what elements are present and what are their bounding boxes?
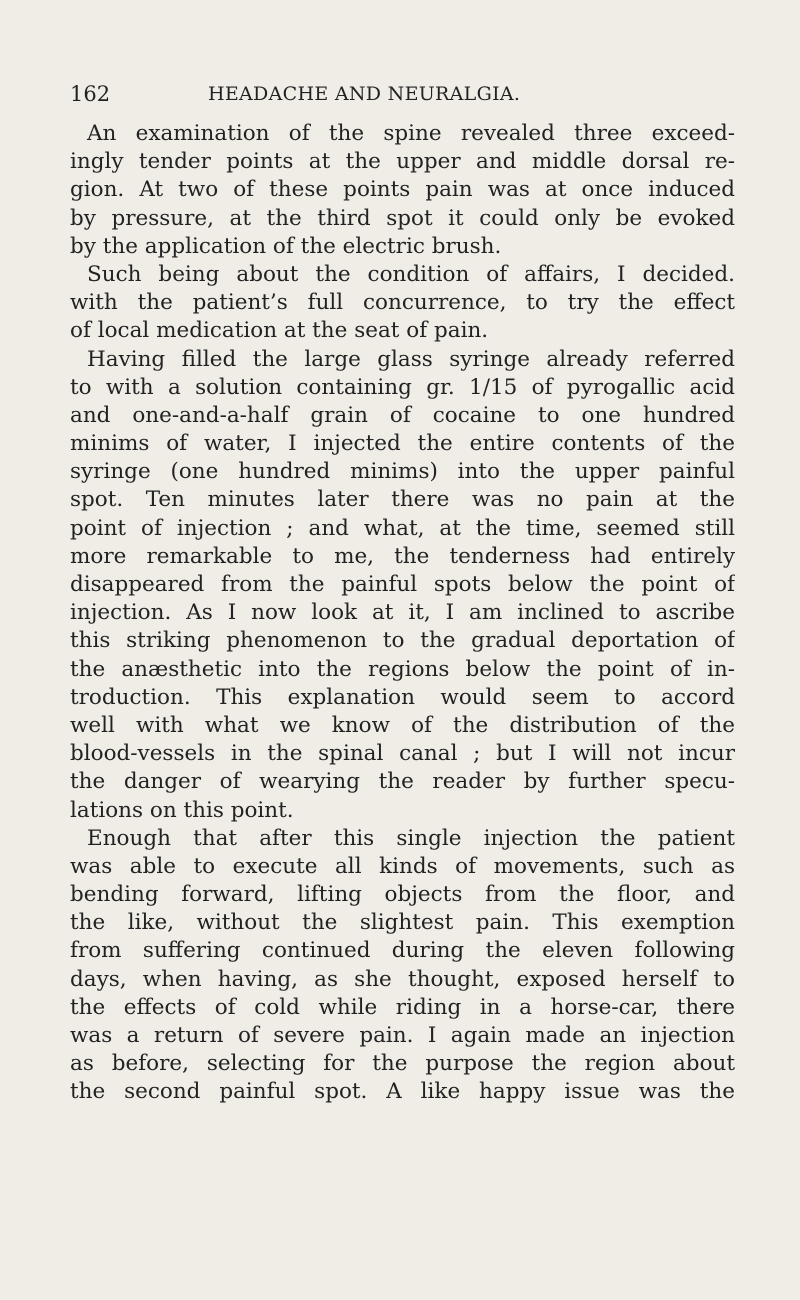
text-line: with the patient’s full concurrence, to try the effect <box>70 290 735 316</box>
text-line: the danger of wearying the reader by further specu- <box>70 769 735 795</box>
text-line: syringe (one hundred minims) into the upper painful <box>70 459 735 485</box>
text-line: to with a solution containing gr. 1/15 of pyrogallic acid <box>70 374 735 400</box>
text-line: spot. Ten minutes later there was no pain at the <box>70 487 735 513</box>
text-line: and one-and-a-half grain of cocaine to one hundred <box>70 402 735 428</box>
text-line: from suffering continued during the eleven following <box>70 938 735 964</box>
text-line: Such being about the condition of affairs, I decided. <box>87 261 735 287</box>
page-number: 162 <box>70 82 111 106</box>
text-line: by the application of the electric brush. <box>70 233 502 259</box>
text-line: An examination of the spine revealed three exceed- <box>87 121 735 146</box>
text-line: by pressure, at the third spot it could only be evoked <box>70 205 735 231</box>
text-line: days, when having, as she thought, exposed herself to <box>70 966 735 992</box>
text-line: point of injection ; and what, at the time, seemed still <box>70 515 735 541</box>
text-line: minims of water, I injected the entire contents of the <box>70 431 735 457</box>
text-line: the anæsthetic into the regions below the point of in- <box>70 656 735 682</box>
text-line: Having filled the large glass syringe already referred <box>87 346 735 372</box>
text-line: gion. At two of these points pain was at once induced <box>70 177 735 203</box>
text-line: ingly tender points at the upper and middle dorsal re- <box>70 149 735 175</box>
text-line: this striking phenomenon to the gradual deportation of <box>70 628 735 654</box>
body-text <box>70 120 735 1107</box>
text-line: was able to execute all kinds of movements, such as <box>70 853 735 879</box>
text-line: the second painful spot. A like happy issue was the <box>70 1079 735 1105</box>
text-line: was a return of severe pain. I again made an injection <box>70 1023 735 1048</box>
text-line: of local medication at the seat of pain. <box>70 318 489 344</box>
page-header <box>70 82 730 112</box>
running-head: HEADACHE AND NEURALGIA. <box>208 83 521 105</box>
text-line: the effects of cold while riding in a horse-car, there <box>70 994 735 1020</box>
text-line: as before, selecting for the purpose the region about <box>70 1051 735 1077</box>
text-line: disappeared from the painful spots below the point of <box>70 572 735 597</box>
text-line: troduction. This explanation would seem to accord <box>70 684 735 710</box>
text-line: bending forward, lifting objects from the floor, and <box>70 882 735 908</box>
text-line: more remarkable to me, the tenderness had entirely <box>70 543 735 569</box>
text-line: lations on this point. <box>70 797 294 823</box>
text-line: Enough that after this single injection the patient <box>87 825 735 851</box>
text-line: well with what we know of the distribution of the <box>70 712 735 738</box>
text-line: blood-vessels in the spinal canal ; but I will not incur <box>70 741 735 767</box>
text-line: the like, without the slightest pain. This exemption <box>70 910 735 936</box>
text-line: injection. As I now look at it, I am inclined to ascribe <box>70 600 735 626</box>
